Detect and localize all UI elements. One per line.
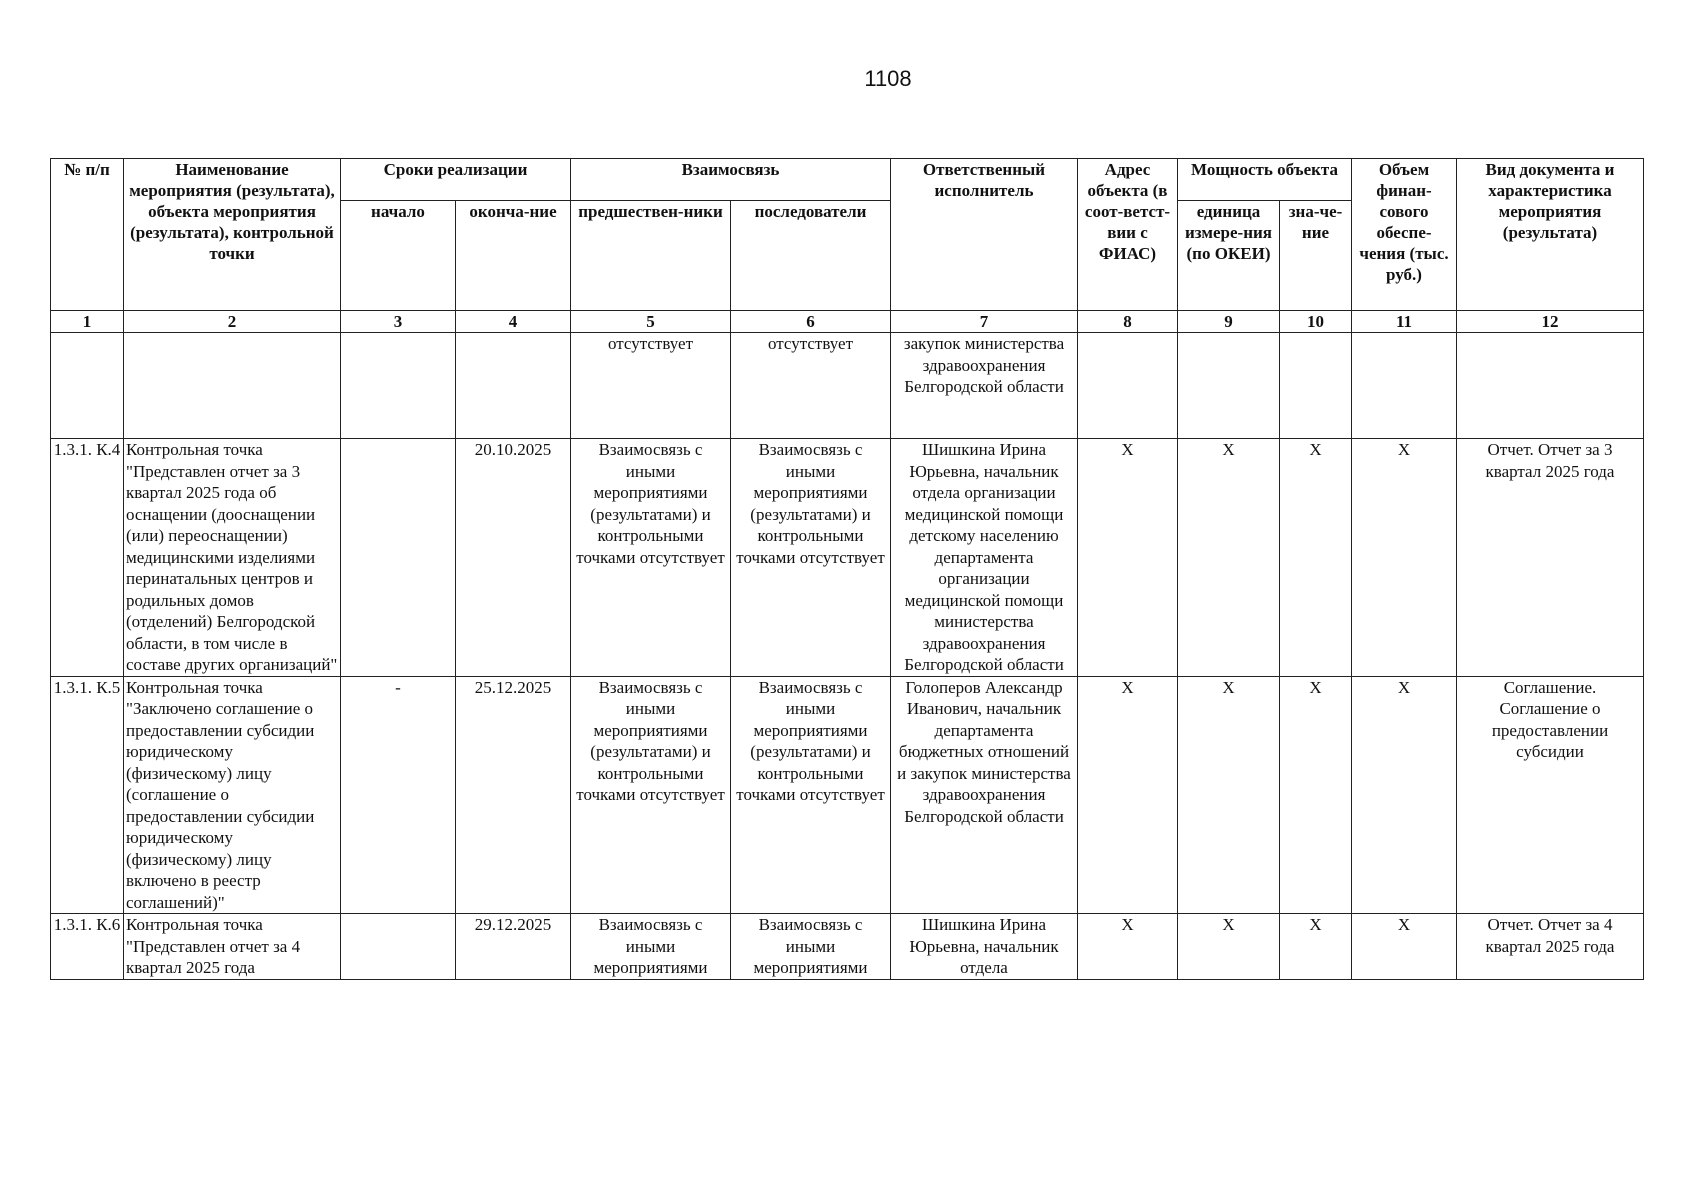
row-predecessors: Взаимосвязь с иными мероприятиями (результатами) и контрольными точками отсутствует <box>571 676 731 914</box>
header-num: № п/п <box>51 159 124 311</box>
row-num: 1.3.1. К.6 <box>51 914 124 980</box>
row-start: - <box>341 676 456 914</box>
row-finance: Х <box>1352 676 1457 914</box>
row-responsible: закупок министерства здравоохранения Белгородской области <box>891 333 1078 439</box>
row-unit: Х <box>1178 914 1280 980</box>
row-finance: Х <box>1352 914 1457 980</box>
row-value: Х <box>1280 439 1352 677</box>
row-name: Контрольная точка "Представлен отчет за 4 квартал 2025 года <box>124 914 341 980</box>
row-successors: отсутствует <box>731 333 891 439</box>
row-finance <box>1352 333 1457 439</box>
col-number: 7 <box>891 311 1078 333</box>
header-address: Адрес объекта (в соот-ветст-вии с ФИАС) <box>1078 159 1178 311</box>
header-name: Наименование мероприятия (результата), объекта мероприятия (результата), контрольной точки <box>124 159 341 311</box>
table-row <box>51 676 1644 914</box>
row-responsible: Голоперов Александр Иванович, начальник департамента бюджетных отношений и закупок министерства здравоохранения Белгородской области <box>891 676 1078 914</box>
row-address: Х <box>1078 439 1178 677</box>
row-doc: Отчет. Отчет за 3 квартал 2025 года <box>1457 439 1644 677</box>
row-num <box>51 333 124 439</box>
row-address: Х <box>1078 914 1178 980</box>
table-row <box>51 914 1644 980</box>
col-number: 6 <box>731 311 891 333</box>
row-end: 29.12.2025 <box>456 914 571 980</box>
row-name: Контрольная точка "Заключено соглашение о предоставлении субсидии юридическому (физическому) лицу (соглашение о предоставлении субсидии юридическому (физическому) лицу включено в реестр соглашений)" <box>124 676 341 914</box>
header-predecessors: предшествен-ники <box>571 201 731 311</box>
header-unit: единица измере-ния (по ОКЕИ) <box>1178 201 1280 311</box>
row-doc <box>1457 333 1644 439</box>
row-value: Х <box>1280 914 1352 980</box>
row-end: 20.10.2025 <box>456 439 571 677</box>
control-points-table <box>50 158 1644 980</box>
col-number: 4 <box>456 311 571 333</box>
row-name <box>124 333 341 439</box>
row-start <box>341 914 456 980</box>
row-finance: Х <box>1352 439 1457 677</box>
col-number: 12 <box>1457 311 1644 333</box>
row-value: Х <box>1280 676 1352 914</box>
header-capacity: Мощность объекта <box>1178 159 1352 201</box>
row-end: 25.12.2025 <box>456 676 571 914</box>
row-predecessors: Взаимосвязь с иными мероприятиями (результатами) и контрольными точками отсутствует <box>571 439 731 677</box>
row-name: Контрольная точка "Представлен отчет за 3 квартал 2025 года об оснащении (дооснащении (или) переоснащении) медицинскими изделиями перинатальных центров и родильных домов (отделений) Белгородской области, в том числе в составе других организаций" <box>124 439 341 677</box>
row-value <box>1280 333 1352 439</box>
row-num: 1.3.1. К.5 <box>51 676 124 914</box>
row-address <box>1078 333 1178 439</box>
row-responsible: Шишкина Ирина Юрьевна, начальник отдела <box>891 914 1078 980</box>
header-responsible: Ответственный исполнитель <box>891 159 1078 311</box>
col-number: 2 <box>124 311 341 333</box>
row-successors: Взаимосвязь с иными мероприятиями (результатами) и контрольными точками отсутствует <box>731 439 891 677</box>
header-successors: последователи <box>731 201 891 311</box>
col-number: 11 <box>1352 311 1457 333</box>
header-terms-start: начало <box>341 201 456 311</box>
row-unit <box>1178 333 1280 439</box>
row-successors: Взаимосвязь с иными мероприятиями <box>731 914 891 980</box>
row-num: 1.3.1. К.4 <box>51 439 124 677</box>
header-doc-type: Вид документа и характеристика мероприятия (результата) <box>1457 159 1644 311</box>
col-number: 9 <box>1178 311 1280 333</box>
header-terms: Сроки реализации <box>341 159 571 201</box>
header-value: зна-че-ние <box>1280 201 1352 311</box>
row-predecessors: Взаимосвязь с иными мероприятиями <box>571 914 731 980</box>
header-relation: Взаимосвязь <box>571 159 891 201</box>
row-doc: Отчет. Отчет за 4 квартал 2025 года <box>1457 914 1644 980</box>
row-predecessors: отсутствует <box>571 333 731 439</box>
row-unit: Х <box>1178 439 1280 677</box>
header-finance: Объем финан-сового обеспе-чения (тыс. руб.) <box>1352 159 1457 311</box>
row-successors: Взаимосвязь с иными мероприятиями (результатами) и контрольными точками отсутствует <box>731 676 891 914</box>
table-row <box>51 333 1644 439</box>
row-unit: Х <box>1178 676 1280 914</box>
row-responsible: Шишкина Ирина Юрьевна, начальник отдела организации медицинской помощи детскому населению департамента организации медицинской помощи министерства здравоохранения Белгородской области <box>891 439 1078 677</box>
col-number: 1 <box>51 311 124 333</box>
table-row <box>51 439 1644 677</box>
row-doc: Соглашение. Соглашение о предоставлении субсидии <box>1457 676 1644 914</box>
row-start <box>341 439 456 677</box>
col-number: 8 <box>1078 311 1178 333</box>
row-start <box>341 333 456 439</box>
page-number: 1108 <box>864 66 912 91</box>
header-terms-end: оконча-ние <box>456 201 571 311</box>
col-number: 10 <box>1280 311 1352 333</box>
row-end <box>456 333 571 439</box>
column-numbers-row <box>51 311 1644 333</box>
col-number: 5 <box>571 311 731 333</box>
col-number: 3 <box>341 311 456 333</box>
row-address: Х <box>1078 676 1178 914</box>
